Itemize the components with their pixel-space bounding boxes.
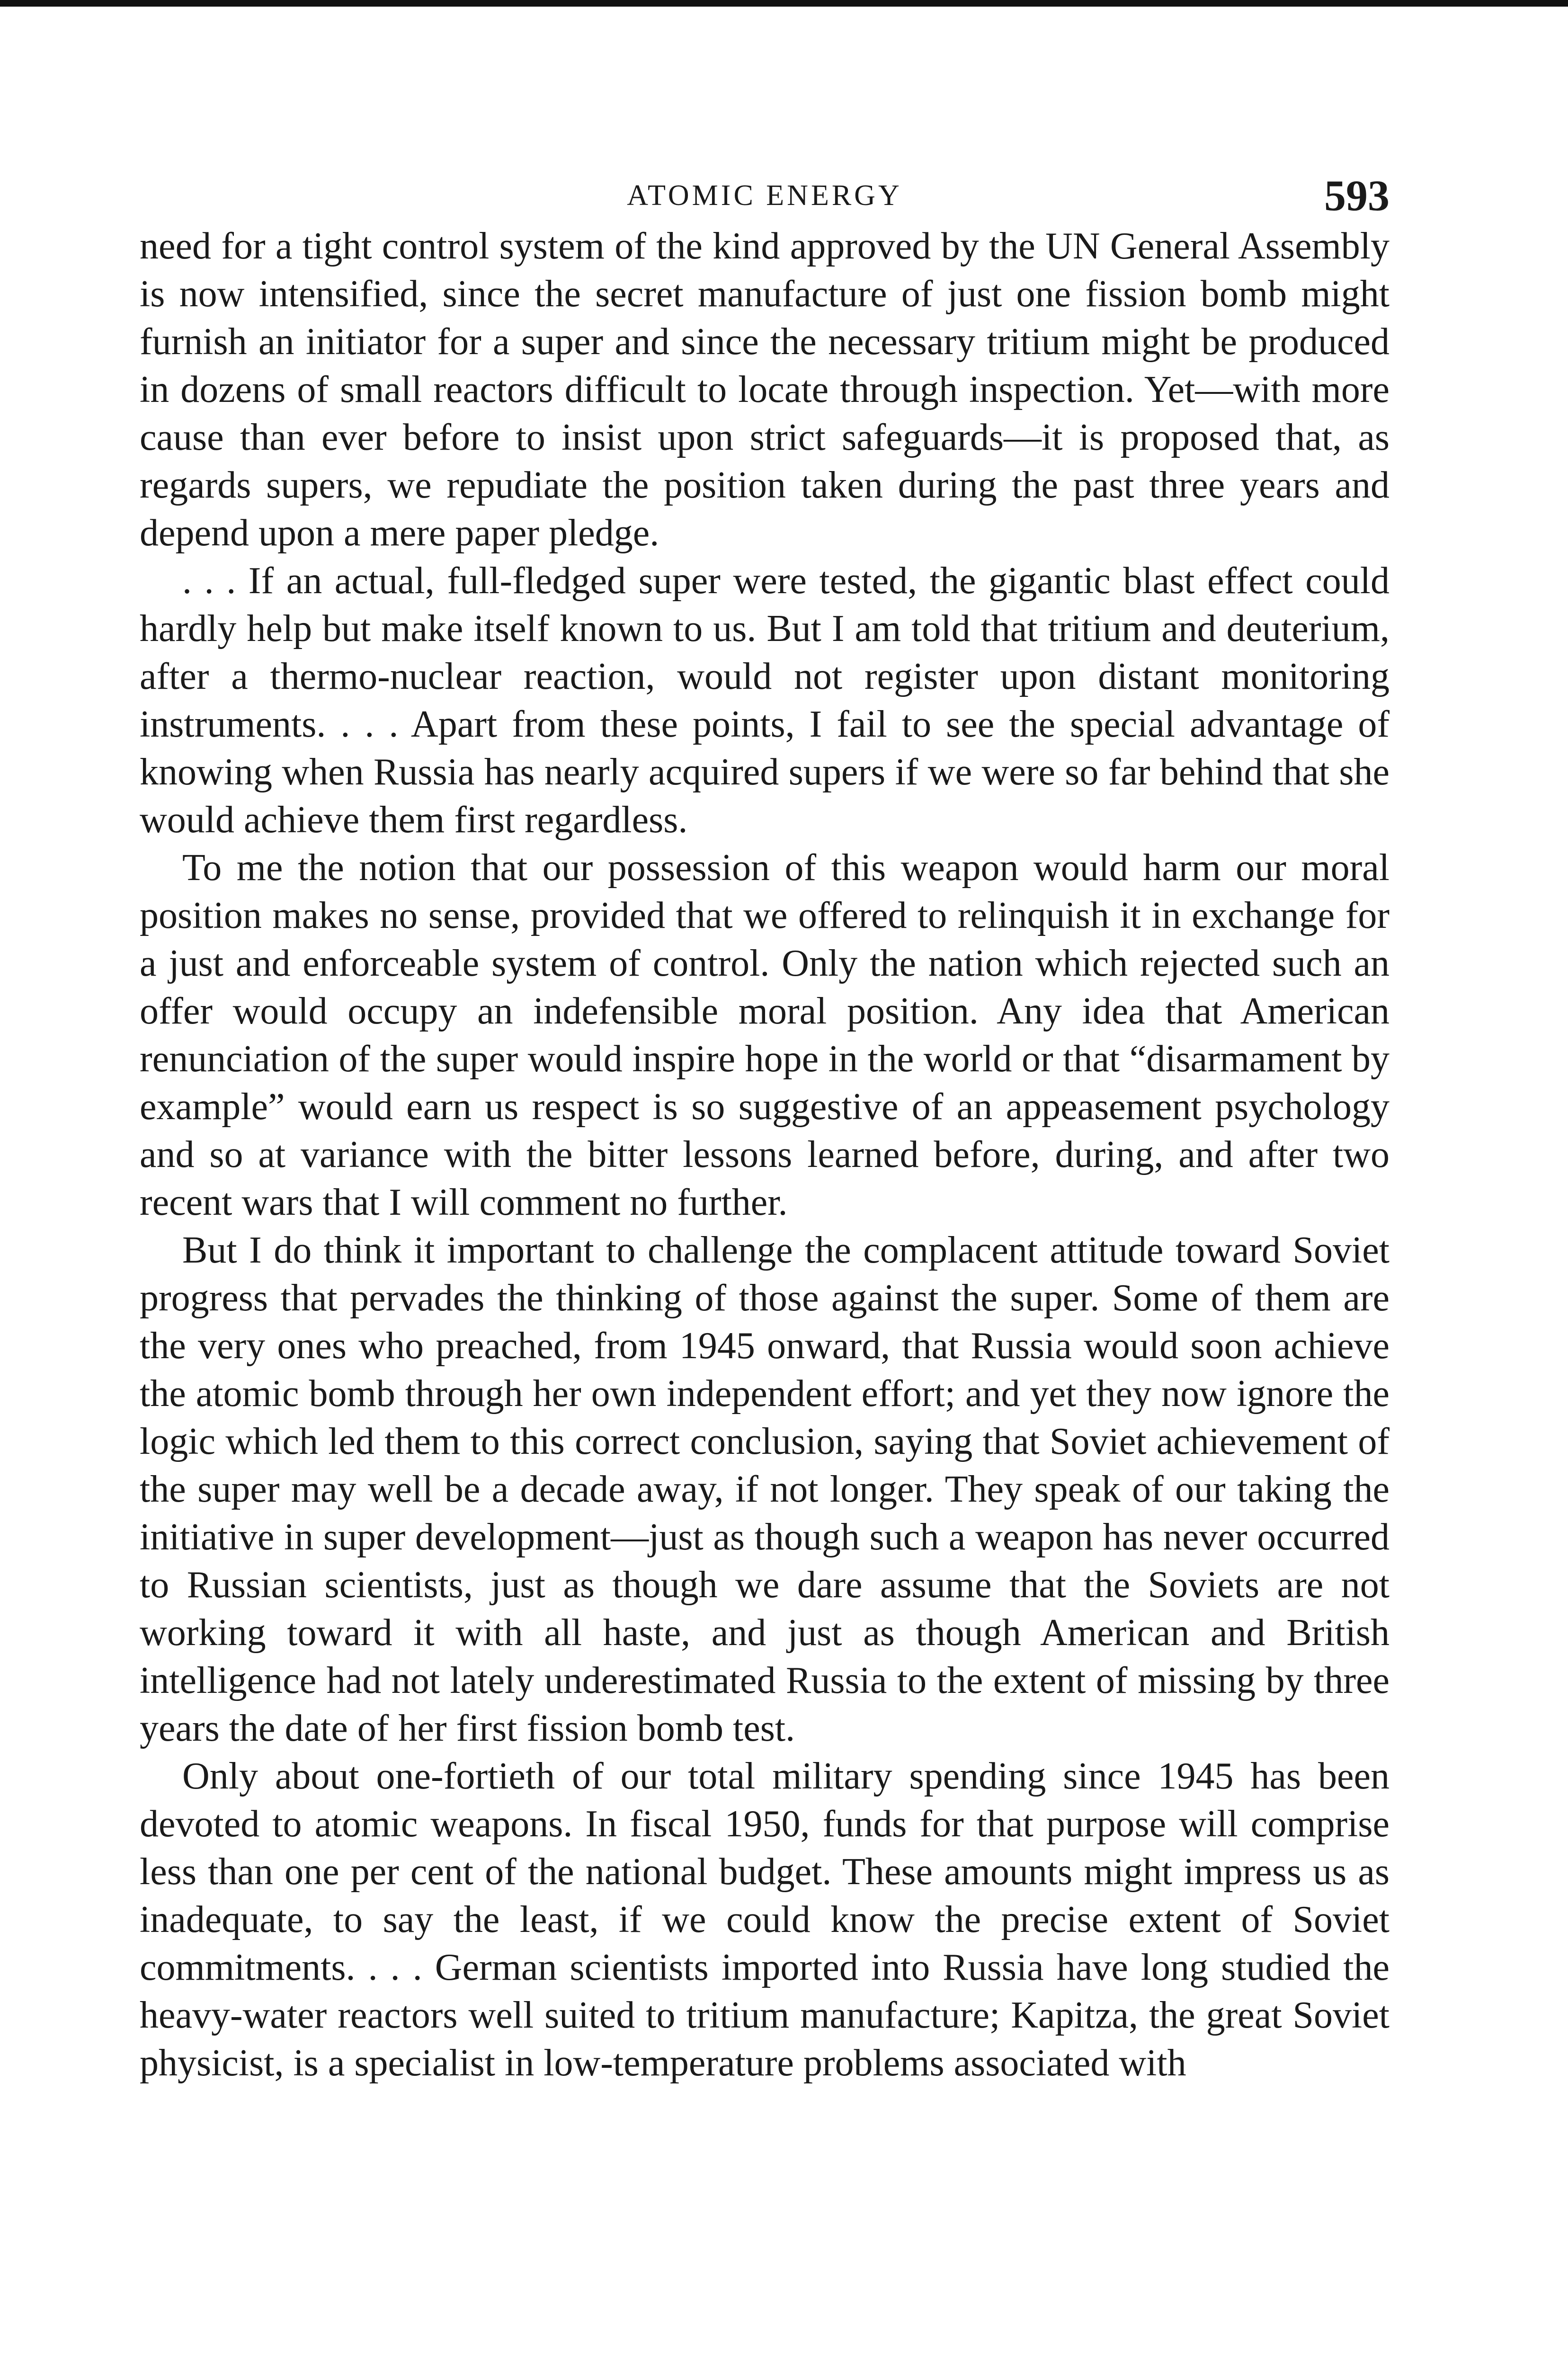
body-text: [140, 222, 1390, 2087]
scan-border: [0, 0, 1568, 7]
paragraph-soviet-progress: But I do think it important to challenge the complacent attitude toward Soviet progress that pervades the thinking of those against the super. Some of them are the very ones who preached, from 1945 onward, that Russia would soon achieve the atomic bomb through her own independent effort; and yet they now ignore the logic which led them to this correct conclusion, saying that Soviet achievement of the super may well be a decade away, if not longer. They speak of our taking the initiative in super development—just as though such a weapon has never occurred to Russian scientists, just as though we dare assume that the Soviets are not working toward it with all haste, and just as though American and British intelligence had not lately underestimated Russia to the extent of missing by three years the date of her first fission bomb test.: [140, 1229, 1390, 1749]
paragraph-tested-super: . . . If an actual, full-fledged super were tested, the gigantic blast effect could hardly help but make itself known to us. But I am told that tritium and deuterium, after a thermo-nuclear reaction, would not register upon distant monitoring instruments. . . . Apart from these points, I fail to see the special advantage of knowing when Russia has nearly acquired supers if we were so far behind that she would achieve them first regardless.: [140, 560, 1390, 841]
running-header: [140, 170, 1390, 222]
running-title: ATOMIC ENERGY: [627, 179, 902, 212]
book-page: [140, 170, 1390, 2087]
paragraph-moral-position: To me the notion that our possession of this weapon would harm our moral position makes no sense, provided that we offered to relinquish it in exchange for a just and enforceable system of control. Only the nation which rejected such an offer would occupy an indefensible moral position. Any idea that American renunciation of the super would inspire hope in the world or that “disarmament by example” would earn us respect is so suggestive of an appeasement psychology and so at variance with the bitter lessons learned before, during, and after two recent wars that I will comment no further.: [140, 847, 1390, 1223]
paragraph-military-spending: Only about one-fortieth of our total military spending since 1945 has been devoted to atomic weapons. In fiscal 1950, funds for that purpose will comprise less than one per cent of the national budget. These amounts might impress us as inadequate, to say the least, if we could know the precise extent of Soviet commitments. . . . German scientists imported into Russia have long studied the heavy-water reactors well suited to tritium manufacture; Kapitza, the great Soviet physicist, is a specialist in low-temperature problems associated with: [140, 1755, 1390, 2084]
paragraph-continued: need for a tight control system of the kind approved by the UN General Assembly is now intensified, since the secret manufacture of just one fission bomb might furnish an initiator for a super and since the necessary tritium might be produced in dozens of small reactors difficult to locate through inspection. Yet—with more cause than ever before to insist upon strict safeguards—it is proposed that, as regards supers, we repudiate the position taken during the past three years and depend upon a mere paper pledge.: [140, 225, 1390, 554]
page-number: 593: [1324, 171, 1390, 220]
